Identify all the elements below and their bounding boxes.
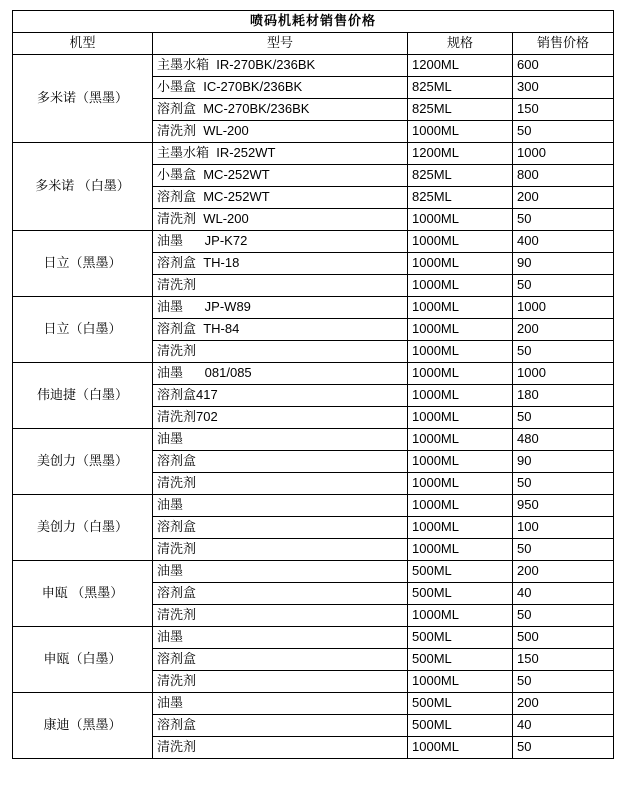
machine-cell: 美创力（白墨） xyxy=(13,495,153,561)
price-table xyxy=(12,10,614,759)
model-cell: 溶剂盒 xyxy=(153,649,408,671)
price-cell: 50 xyxy=(513,605,614,627)
price-cell: 200 xyxy=(513,693,614,715)
price-cell: 50 xyxy=(513,539,614,561)
machine-cell: 申瓯（白墨） xyxy=(13,627,153,693)
price-cell: 50 xyxy=(513,473,614,495)
table-row xyxy=(13,627,614,649)
price-cell: 50 xyxy=(513,737,614,759)
spec-cell: 1000ML xyxy=(408,451,513,473)
spec-cell: 1000ML xyxy=(408,605,513,627)
price-cell: 1000 xyxy=(513,363,614,385)
model-cell: 油墨 xyxy=(153,495,408,517)
table-row xyxy=(13,231,614,253)
model-cell: 油墨 JP-K72 xyxy=(153,231,408,253)
price-cell: 950 xyxy=(513,495,614,517)
model-cell: 清洗剂 xyxy=(153,341,408,363)
machine-cell: 多米诺 （白墨） xyxy=(13,143,153,231)
price-cell: 300 xyxy=(513,77,614,99)
model-cell: 溶剂盒417 xyxy=(153,385,408,407)
spec-cell: 825ML xyxy=(408,187,513,209)
machine-cell: 申瓯 （黑墨） xyxy=(13,561,153,627)
spec-cell: 825ML xyxy=(408,99,513,121)
table-row xyxy=(13,143,614,165)
table-row xyxy=(13,495,614,517)
price-cell: 50 xyxy=(513,275,614,297)
table-row xyxy=(13,297,614,319)
table-row xyxy=(13,561,614,583)
model-cell: 清洗剂 xyxy=(153,473,408,495)
model-cell: 清洗剂702 xyxy=(153,407,408,429)
page-title: 喷码机耗材销售价格 xyxy=(13,11,614,33)
spec-cell: 1000ML xyxy=(408,429,513,451)
spec-cell: 1000ML xyxy=(408,253,513,275)
model-cell: 油墨 081/085 xyxy=(153,363,408,385)
spec-cell: 825ML xyxy=(408,165,513,187)
price-cell: 50 xyxy=(513,121,614,143)
model-cell: 溶剂盒 MC-270BK/236BK xyxy=(153,99,408,121)
spec-cell: 1000ML xyxy=(408,495,513,517)
spec-cell: 500ML xyxy=(408,627,513,649)
price-cell: 180 xyxy=(513,385,614,407)
spec-cell: 500ML xyxy=(408,583,513,605)
price-cell: 50 xyxy=(513,209,614,231)
model-cell: 油墨 xyxy=(153,429,408,451)
model-cell: 溶剂盒 xyxy=(153,451,408,473)
model-cell: 油墨 xyxy=(153,627,408,649)
header-row xyxy=(13,33,614,55)
spec-cell: 1000ML xyxy=(408,671,513,693)
column-header-machine: 机型 xyxy=(13,33,153,55)
price-cell: 200 xyxy=(513,187,614,209)
machine-cell: 日立（白墨） xyxy=(13,297,153,363)
spec-cell: 500ML xyxy=(408,561,513,583)
model-cell: 清洗剂 WL-200 xyxy=(153,121,408,143)
model-cell: 溶剂盒 MC-252WT xyxy=(153,187,408,209)
spec-cell: 1000ML xyxy=(408,231,513,253)
spec-cell: 1200ML xyxy=(408,143,513,165)
machine-cell: 多米诺（黑墨） xyxy=(13,55,153,143)
spec-cell: 1000ML xyxy=(408,539,513,561)
spec-cell: 1200ML xyxy=(408,55,513,77)
machine-cell: 美创力（黑墨） xyxy=(13,429,153,495)
model-cell: 清洗剂 WL-200 xyxy=(153,209,408,231)
price-cell: 200 xyxy=(513,319,614,341)
column-header-spec: 规格 xyxy=(408,33,513,55)
table-row xyxy=(13,693,614,715)
model-cell: 主墨水箱 IR-252WT xyxy=(153,143,408,165)
spec-cell: 1000ML xyxy=(408,363,513,385)
model-cell: 溶剂盒 TH-84 xyxy=(153,319,408,341)
model-cell: 溶剂盒 TH-18 xyxy=(153,253,408,275)
price-cell: 1000 xyxy=(513,297,614,319)
model-cell: 小墨盒 MC-252WT xyxy=(153,165,408,187)
spec-cell: 1000ML xyxy=(408,385,513,407)
spec-cell: 1000ML xyxy=(408,209,513,231)
title-row xyxy=(13,11,614,33)
price-cell: 50 xyxy=(513,671,614,693)
price-cell: 200 xyxy=(513,561,614,583)
price-cell: 800 xyxy=(513,165,614,187)
spec-cell: 1000ML xyxy=(408,319,513,341)
price-cell: 500 xyxy=(513,627,614,649)
spec-cell: 1000ML xyxy=(408,517,513,539)
model-cell: 溶剂盒 xyxy=(153,715,408,737)
price-cell: 150 xyxy=(513,99,614,121)
model-cell: 主墨水箱 IR-270BK/236BK xyxy=(153,55,408,77)
model-cell: 清洗剂 xyxy=(153,275,408,297)
price-cell: 90 xyxy=(513,451,614,473)
table-row xyxy=(13,363,614,385)
price-cell: 40 xyxy=(513,583,614,605)
price-cell: 150 xyxy=(513,649,614,671)
spec-cell: 1000ML xyxy=(408,275,513,297)
spec-cell: 1000ML xyxy=(408,297,513,319)
table-row xyxy=(13,55,614,77)
spec-cell: 1000ML xyxy=(408,407,513,429)
price-cell: 400 xyxy=(513,231,614,253)
machine-cell: 日立（黑墨） xyxy=(13,231,153,297)
price-cell: 480 xyxy=(513,429,614,451)
model-cell: 溶剂盒 xyxy=(153,583,408,605)
price-cell: 50 xyxy=(513,341,614,363)
spec-cell: 1000ML xyxy=(408,341,513,363)
price-cell: 1000 xyxy=(513,143,614,165)
model-cell: 溶剂盒 xyxy=(153,517,408,539)
spec-cell: 1000ML xyxy=(408,121,513,143)
model-cell: 小墨盒 IC-270BK/236BK xyxy=(153,77,408,99)
column-header-model: 型号 xyxy=(153,33,408,55)
spec-cell: 500ML xyxy=(408,649,513,671)
model-cell: 油墨 xyxy=(153,561,408,583)
price-cell: 90 xyxy=(513,253,614,275)
table-row xyxy=(13,429,614,451)
price-cell: 100 xyxy=(513,517,614,539)
spec-cell: 500ML xyxy=(408,693,513,715)
model-cell: 油墨 JP-W89 xyxy=(153,297,408,319)
price-cell: 600 xyxy=(513,55,614,77)
price-cell: 40 xyxy=(513,715,614,737)
machine-cell: 康迪（黑墨） xyxy=(13,693,153,759)
machine-cell: 伟迪捷（白墨） xyxy=(13,363,153,429)
model-cell: 清洗剂 xyxy=(153,539,408,561)
model-cell: 清洗剂 xyxy=(153,737,408,759)
model-cell: 清洗剂 xyxy=(153,671,408,693)
model-cell: 油墨 xyxy=(153,693,408,715)
spec-cell: 1000ML xyxy=(408,737,513,759)
spec-cell: 1000ML xyxy=(408,473,513,495)
price-cell: 50 xyxy=(513,407,614,429)
spec-cell: 500ML xyxy=(408,715,513,737)
model-cell: 清洗剂 xyxy=(153,605,408,627)
column-header-price: 销售价格 xyxy=(513,33,614,55)
spec-cell: 825ML xyxy=(408,77,513,99)
